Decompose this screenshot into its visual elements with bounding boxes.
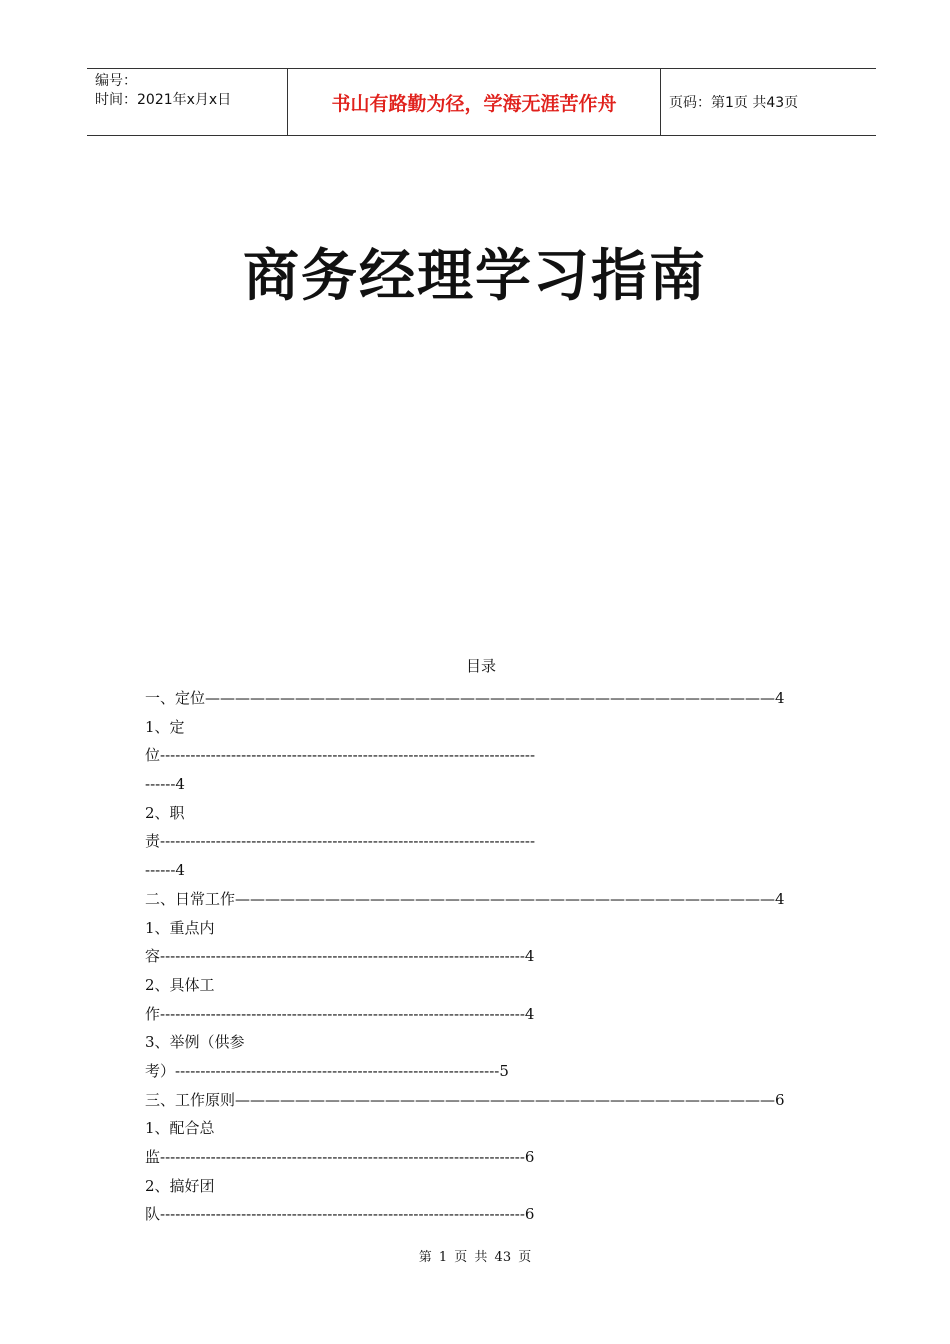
- page-header: [87, 68, 876, 136]
- toc-line: 三、工作原则————————————————————————————————————6: [145, 1090, 785, 1109]
- header-number: 编号：: [95, 73, 137, 89]
- toc-line: 容------------------------------------------------------------------------4: [145, 947, 535, 966]
- header-meta: [87, 69, 287, 135]
- toc-line: 一、定位——————————————————————————————————————4: [145, 689, 785, 707]
- toc-line: 1、配合总: [145, 1119, 215, 1138]
- toc-line: 考）----------------------------------------------------------------5: [145, 1061, 509, 1080]
- toc-line: 作------------------------------------------------------------------------4: [145, 1004, 535, 1023]
- toc-line: 1、定: [145, 717, 185, 736]
- toc-line: ------4: [145, 775, 185, 794]
- toc-line: 二、日常工作————————————————————————————————————4: [145, 889, 785, 908]
- header-page-info: 页码：第1页 共43页: [669, 95, 799, 111]
- toc-line: 监------------------------------------------------------------------------6: [145, 1148, 535, 1166]
- toc-line: ------4: [145, 861, 185, 880]
- toc-line: 位--------------------------------------------------------------------------: [145, 746, 536, 765]
- toc-line: 责--------------------------------------------------------------------------: [145, 832, 536, 851]
- table-of-contents: [145, 684, 825, 1229]
- header-date: 时间：2021年x月x日: [95, 92, 232, 108]
- toc-line: 2、搞好团: [145, 1176, 215, 1195]
- page-footer: 第 1 页 共 43 页: [418, 1250, 532, 1265]
- document-title: 商务经理学习指南: [243, 244, 707, 309]
- toc-line: 2、职: [145, 803, 185, 822]
- header-motto: 书山有路勤为径，学海无涯苦作舟: [287, 69, 661, 135]
- toc-line: 2、具体工: [145, 975, 215, 994]
- toc-heading: 目录: [465, 657, 496, 675]
- toc-line: 3、举例（供参: [145, 1033, 245, 1052]
- toc-line: 1、重点内: [145, 918, 215, 937]
- toc-line: 队------------------------------------------------------------------------6: [145, 1205, 535, 1224]
